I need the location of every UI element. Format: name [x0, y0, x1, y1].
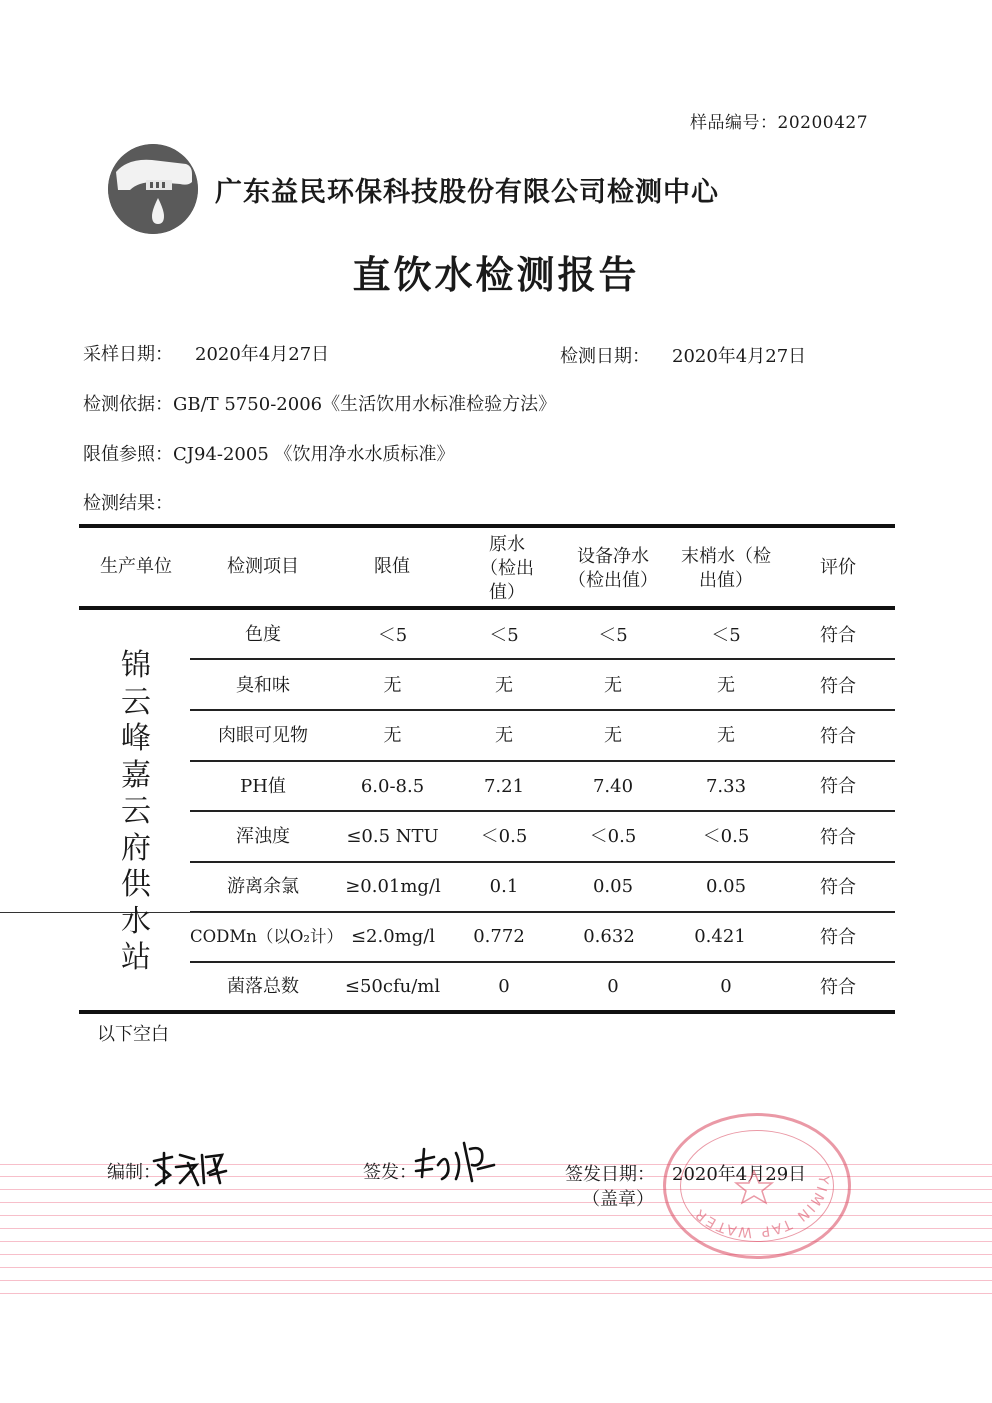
blank-note: 以下空白 [97, 1024, 169, 1045]
row-divider [190, 760, 895, 762]
row-eval: 符合 [820, 977, 856, 998]
row-raw: 0.772 [473, 926, 525, 947]
row-item: CODMn（以O₂计） [190, 927, 344, 946]
row-item: PH值 [240, 776, 286, 797]
row-raw: 7.21 [483, 776, 525, 797]
row-divider [190, 961, 895, 963]
col-header-raw: 原水（检出值） [480, 534, 534, 603]
row-equip: 0.05 [592, 876, 634, 897]
row-item: 浑浊度 [236, 826, 290, 847]
seal-text: YIMIN TAP WATER [691, 1174, 832, 1241]
company-name: 广东益民环保科技股份有限公司检测中心 [215, 177, 719, 208]
row-raw: ＜5 [489, 625, 519, 646]
row-end: 0 [720, 976, 732, 997]
faucet-logo-icon [108, 144, 198, 234]
row-equip: ＜5 [598, 625, 628, 646]
col-header-equip: 设备净水（检出值） [568, 546, 658, 591]
unit-char: 站 [121, 940, 151, 975]
unit-char: 嘉 [121, 757, 151, 793]
issuer-signature [412, 1135, 502, 1190]
row-limit: ≤50cfu/ml [344, 976, 441, 997]
row-divider [190, 709, 895, 711]
row-end: ＜0.5 [702, 826, 750, 847]
row-raw: 0.1 [489, 876, 519, 897]
production-unit [100, 648, 172, 977]
row-equip: 0.632 [583, 926, 635, 947]
table-top-rule [79, 524, 895, 528]
row-end: 0.05 [705, 876, 747, 897]
seal-note: （盖章） [582, 1189, 654, 1210]
row-end: 7.33 [705, 776, 747, 797]
unit-char: 府 [121, 830, 151, 866]
testing-date-label: 检测日期： [560, 346, 650, 367]
row-item: 色度 [245, 624, 281, 645]
row-eval: 符合 [820, 927, 856, 948]
row-eval: 符合 [820, 877, 856, 898]
row-eval: 符合 [820, 827, 856, 848]
row-eval: 符合 [820, 625, 856, 646]
row-item: 肉眼可见物 [218, 725, 308, 746]
row-eval: 符合 [820, 726, 856, 747]
issue-date: 2020年4月29日 [672, 1164, 807, 1185]
testing-date [560, 342, 806, 368]
row-equip: 7.40 [592, 776, 634, 797]
unit-char: 水 [121, 903, 151, 939]
row-eval: 符合 [820, 776, 856, 797]
row-limit: ≤2.0mg/l [350, 926, 436, 947]
issuer-label: 签发： [363, 1162, 417, 1183]
sampling-date [83, 340, 329, 366]
col-header-limit: 限值 [374, 556, 410, 577]
row-limit: ＜5 [377, 625, 408, 646]
row-equip: 无 [604, 675, 622, 696]
row-end: 0.421 [694, 926, 746, 947]
row-eval: 符合 [820, 676, 856, 697]
row-raw: ＜0.5 [480, 826, 528, 847]
row-equip: ＜0.5 [589, 826, 637, 847]
table-header-rule [79, 606, 895, 610]
row-equip: 0 [607, 976, 619, 997]
col-header-unit: 生产单位 [100, 556, 172, 577]
row-raw: 0 [498, 976, 510, 997]
report-title: 直饮水检测报告 [352, 253, 640, 297]
row-divider [190, 810, 895, 812]
issue-date-label: 签发日期： [565, 1164, 655, 1185]
row-limit: 无 [383, 725, 402, 746]
sampling-date-value: 2020年4月27日 [195, 344, 330, 365]
row-raw: 无 [495, 725, 513, 746]
sampling-date-label: 采样日期： [83, 344, 173, 365]
col-header-item: 检测项目 [227, 556, 299, 577]
limit-reference: 限值参照：CJ94-2005 《饮用净水水质标准》 [83, 444, 455, 465]
row-item: 游离余氯 [227, 876, 299, 897]
row-end: ＜5 [711, 625, 741, 646]
col-header-eval: 评价 [820, 557, 856, 578]
row-limit: ≤0.5 NTU [346, 826, 439, 847]
unit-char: 云 [121, 684, 151, 720]
editor-label: 编制： [107, 1162, 161, 1183]
row-divider [190, 861, 895, 863]
company-seal-icon [663, 1113, 851, 1259]
table-bottom-rule [79, 1010, 895, 1014]
testing-date-value: 2020年4月27日 [672, 346, 807, 367]
editor-signature [150, 1145, 230, 1190]
unit-char: 峰 [121, 721, 151, 756]
test-basis: 检测依据：GB/T 5750-2006《生活饮用水标准检验方法》 [83, 394, 557, 415]
row-divider [190, 911, 895, 913]
row-end: 无 [717, 725, 735, 746]
row-limit: 6.0-8.5 [360, 776, 425, 797]
row-divider [190, 658, 895, 660]
unit-char: 供 [121, 867, 151, 902]
row-limit: ≥0.01mg/l [345, 876, 441, 897]
row-raw: 无 [495, 675, 513, 696]
row-end: 无 [717, 675, 735, 696]
results-label: 检测结果： [83, 493, 173, 514]
row-item: 菌落总数 [227, 976, 299, 997]
col-header-end: 末梢水（检出值） [681, 546, 771, 591]
row-limit: 无 [383, 675, 402, 696]
unit-char: 云 [121, 794, 151, 829]
unit-char: 锦 [121, 648, 151, 683]
row-item: 臭和味 [236, 675, 290, 696]
row-equip: 无 [604, 725, 622, 746]
sample-number: 样品编号：20200427 [690, 113, 869, 133]
